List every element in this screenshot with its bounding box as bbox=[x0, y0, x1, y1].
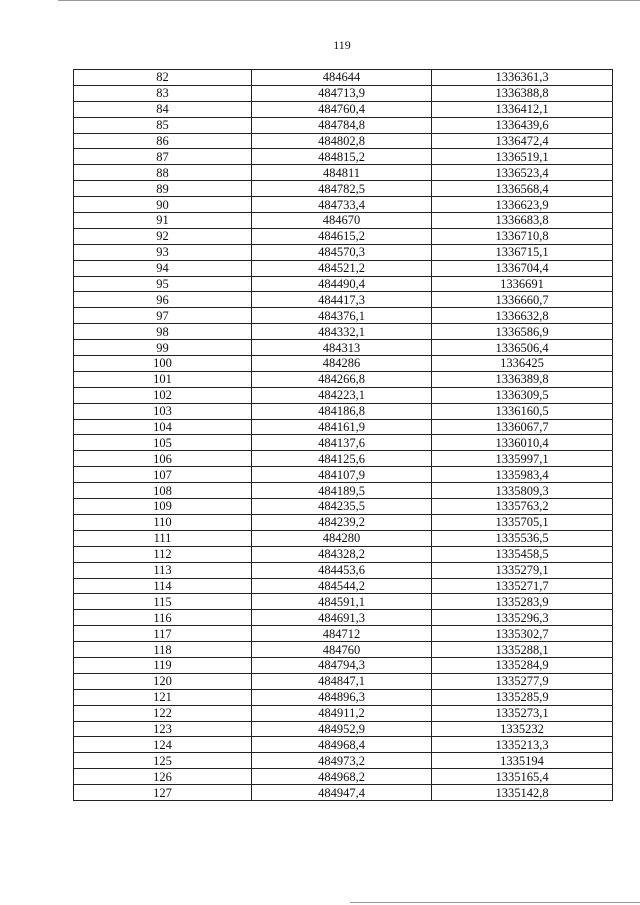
y-coordinate-cell: 1335194 bbox=[432, 753, 613, 769]
point-number-cell: 100 bbox=[74, 356, 252, 372]
table-row bbox=[74, 530, 613, 546]
y-coordinate-cell: 1335277,9 bbox=[432, 673, 613, 689]
point-number-cell: 84 bbox=[74, 101, 252, 117]
table-row bbox=[74, 260, 613, 276]
x-coordinate-cell: 484896,3 bbox=[252, 689, 432, 705]
coordinates-table bbox=[73, 69, 613, 801]
x-coordinate-cell: 484670 bbox=[252, 213, 432, 229]
y-coordinate-cell: 1336160,5 bbox=[432, 403, 613, 419]
y-coordinate-cell: 1335279,1 bbox=[432, 562, 613, 578]
point-number-cell: 113 bbox=[74, 562, 252, 578]
table-row bbox=[74, 292, 613, 308]
x-coordinate-cell: 484570,3 bbox=[252, 244, 432, 260]
table-row bbox=[74, 340, 613, 356]
table-row bbox=[74, 467, 613, 483]
y-coordinate-cell: 1335809,3 bbox=[432, 483, 613, 499]
x-coordinate-cell: 484847,1 bbox=[252, 673, 432, 689]
table-row bbox=[74, 689, 613, 705]
point-number-cell: 118 bbox=[74, 642, 252, 658]
x-coordinate-cell: 484235,5 bbox=[252, 499, 432, 515]
x-coordinate-cell: 484911,2 bbox=[252, 705, 432, 721]
y-coordinate-cell: 1336715,1 bbox=[432, 244, 613, 260]
point-number-cell: 103 bbox=[74, 403, 252, 419]
table-row bbox=[74, 117, 613, 133]
y-coordinate-cell: 1336412,1 bbox=[432, 101, 613, 117]
x-coordinate-cell: 484968,2 bbox=[252, 769, 432, 785]
point-number-cell: 116 bbox=[74, 610, 252, 626]
y-coordinate-cell: 1336519,1 bbox=[432, 149, 613, 165]
y-coordinate-cell: 1335213,3 bbox=[432, 737, 613, 753]
y-coordinate-cell: 1336506,4 bbox=[432, 340, 613, 356]
x-coordinate-cell: 484266,8 bbox=[252, 371, 432, 387]
table-row bbox=[74, 562, 613, 578]
y-coordinate-cell: 1336660,7 bbox=[432, 292, 613, 308]
x-coordinate-cell: 484794,3 bbox=[252, 657, 432, 673]
table-row bbox=[74, 228, 613, 244]
table-row bbox=[74, 785, 613, 801]
table-row bbox=[74, 705, 613, 721]
table-row bbox=[74, 197, 613, 213]
y-coordinate-cell: 1336067,7 bbox=[432, 419, 613, 435]
x-coordinate-cell: 484973,2 bbox=[252, 753, 432, 769]
point-number-cell: 112 bbox=[74, 546, 252, 562]
point-number-cell: 94 bbox=[74, 260, 252, 276]
point-number-cell: 99 bbox=[74, 340, 252, 356]
point-number-cell: 110 bbox=[74, 514, 252, 530]
x-coordinate-cell: 484417,3 bbox=[252, 292, 432, 308]
point-number-cell: 119 bbox=[74, 657, 252, 673]
y-coordinate-cell: 1335232 bbox=[432, 721, 613, 737]
x-coordinate-cell: 484947,4 bbox=[252, 785, 432, 801]
x-coordinate-cell: 484760 bbox=[252, 642, 432, 658]
y-coordinate-cell: 1336568,4 bbox=[432, 181, 613, 197]
table-row bbox=[74, 85, 613, 101]
table-row bbox=[74, 657, 613, 673]
table-row bbox=[74, 149, 613, 165]
y-coordinate-cell: 1335165,4 bbox=[432, 769, 613, 785]
table-row bbox=[74, 594, 613, 610]
y-coordinate-cell: 1335983,4 bbox=[432, 467, 613, 483]
y-coordinate-cell: 1335283,9 bbox=[432, 594, 613, 610]
point-number-cell: 85 bbox=[74, 117, 252, 133]
page-number: 119 bbox=[333, 38, 351, 52]
table-row bbox=[74, 546, 613, 562]
y-coordinate-cell: 1336704,4 bbox=[432, 260, 613, 276]
x-coordinate-cell: 484784,8 bbox=[252, 117, 432, 133]
x-coordinate-cell: 484313 bbox=[252, 340, 432, 356]
y-coordinate-cell: 1336691 bbox=[432, 276, 613, 292]
table-row bbox=[74, 578, 613, 594]
table-row bbox=[74, 133, 613, 149]
x-coordinate-cell: 484239,2 bbox=[252, 514, 432, 530]
x-coordinate-cell: 484615,2 bbox=[252, 228, 432, 244]
point-number-cell: 124 bbox=[74, 737, 252, 753]
y-coordinate-cell: 1336632,8 bbox=[432, 308, 613, 324]
x-coordinate-cell: 484733,4 bbox=[252, 197, 432, 213]
x-coordinate-cell: 484815,2 bbox=[252, 149, 432, 165]
point-number-cell: 121 bbox=[74, 689, 252, 705]
x-coordinate-cell: 484286 bbox=[252, 356, 432, 372]
scan-bottom-edge-line bbox=[350, 902, 640, 903]
point-number-cell: 123 bbox=[74, 721, 252, 737]
table-row bbox=[74, 610, 613, 626]
coordinates-table-body bbox=[74, 70, 613, 801]
point-number-cell: 98 bbox=[74, 324, 252, 340]
table-row bbox=[74, 737, 613, 753]
y-coordinate-cell: 1336425 bbox=[432, 356, 613, 372]
point-number-cell: 108 bbox=[74, 483, 252, 499]
y-coordinate-cell: 1335997,1 bbox=[432, 451, 613, 467]
y-coordinate-cell: 1335705,1 bbox=[432, 514, 613, 530]
table-row bbox=[74, 626, 613, 642]
point-number-cell: 104 bbox=[74, 419, 252, 435]
x-coordinate-cell: 484453,6 bbox=[252, 562, 432, 578]
table-row bbox=[74, 769, 613, 785]
x-coordinate-cell: 484968,4 bbox=[252, 737, 432, 753]
point-number-cell: 120 bbox=[74, 673, 252, 689]
x-coordinate-cell: 484161,9 bbox=[252, 419, 432, 435]
point-number-cell: 82 bbox=[74, 70, 252, 86]
point-number-cell: 92 bbox=[74, 228, 252, 244]
point-number-cell: 111 bbox=[74, 530, 252, 546]
point-number-cell: 127 bbox=[74, 785, 252, 801]
x-coordinate-cell: 484280 bbox=[252, 530, 432, 546]
x-coordinate-cell: 484644 bbox=[252, 70, 432, 86]
point-number-cell: 102 bbox=[74, 387, 252, 403]
point-number-cell: 93 bbox=[74, 244, 252, 260]
y-coordinate-cell: 1335271,7 bbox=[432, 578, 613, 594]
x-coordinate-cell: 484591,1 bbox=[252, 594, 432, 610]
x-coordinate-cell: 484189,5 bbox=[252, 483, 432, 499]
point-number-cell: 89 bbox=[74, 181, 252, 197]
x-coordinate-cell: 484691,3 bbox=[252, 610, 432, 626]
point-number-cell: 96 bbox=[74, 292, 252, 308]
point-number-cell: 105 bbox=[74, 435, 252, 451]
table-row bbox=[74, 181, 613, 197]
y-coordinate-cell: 1336586,9 bbox=[432, 324, 613, 340]
point-number-cell: 126 bbox=[74, 769, 252, 785]
y-coordinate-cell: 1335302,7 bbox=[432, 626, 613, 642]
point-number-cell: 109 bbox=[74, 499, 252, 515]
point-number-cell: 115 bbox=[74, 594, 252, 610]
table-row bbox=[74, 483, 613, 499]
table-row bbox=[74, 244, 613, 260]
x-coordinate-cell: 484490,4 bbox=[252, 276, 432, 292]
x-coordinate-cell: 484125,6 bbox=[252, 451, 432, 467]
table-row bbox=[74, 387, 613, 403]
point-number-cell: 122 bbox=[74, 705, 252, 721]
y-coordinate-cell: 1336523,4 bbox=[432, 165, 613, 181]
x-coordinate-cell: 484811 bbox=[252, 165, 432, 181]
point-number-cell: 107 bbox=[74, 467, 252, 483]
y-coordinate-cell: 1336683,8 bbox=[432, 213, 613, 229]
y-coordinate-cell: 1335763,2 bbox=[432, 499, 613, 515]
table-row bbox=[74, 451, 613, 467]
table-row bbox=[74, 514, 613, 530]
y-coordinate-cell: 1336010,4 bbox=[432, 435, 613, 451]
point-number-cell: 91 bbox=[74, 213, 252, 229]
y-coordinate-cell: 1335142,8 bbox=[432, 785, 613, 801]
table-row bbox=[74, 356, 613, 372]
x-coordinate-cell: 484186,8 bbox=[252, 403, 432, 419]
x-coordinate-cell: 484521,2 bbox=[252, 260, 432, 276]
scan-top-edge-line bbox=[58, 0, 640, 1]
table-row bbox=[74, 276, 613, 292]
x-coordinate-cell: 484760,4 bbox=[252, 101, 432, 117]
y-coordinate-cell: 1336623,9 bbox=[432, 197, 613, 213]
x-coordinate-cell: 484712 bbox=[252, 626, 432, 642]
point-number-cell: 95 bbox=[74, 276, 252, 292]
y-coordinate-cell: 1336361,3 bbox=[432, 70, 613, 86]
x-coordinate-cell: 484376,1 bbox=[252, 308, 432, 324]
y-coordinate-cell: 1335458,5 bbox=[432, 546, 613, 562]
y-coordinate-cell: 1336472,4 bbox=[432, 133, 613, 149]
x-coordinate-cell: 484782,5 bbox=[252, 181, 432, 197]
x-coordinate-cell: 484802,8 bbox=[252, 133, 432, 149]
table-row bbox=[74, 435, 613, 451]
point-number-cell: 88 bbox=[74, 165, 252, 181]
point-number-cell: 90 bbox=[74, 197, 252, 213]
table-row bbox=[74, 371, 613, 387]
x-coordinate-cell: 484137,6 bbox=[252, 435, 432, 451]
y-coordinate-cell: 1336388,8 bbox=[432, 85, 613, 101]
y-coordinate-cell: 1336309,5 bbox=[432, 387, 613, 403]
point-number-cell: 106 bbox=[74, 451, 252, 467]
y-coordinate-cell: 1336389,8 bbox=[432, 371, 613, 387]
x-coordinate-cell: 484328,2 bbox=[252, 546, 432, 562]
y-coordinate-cell: 1335273,1 bbox=[432, 705, 613, 721]
table-row bbox=[74, 213, 613, 229]
table-row bbox=[74, 419, 613, 435]
table-row bbox=[74, 101, 613, 117]
x-coordinate-cell: 484332,1 bbox=[252, 324, 432, 340]
point-number-cell: 101 bbox=[74, 371, 252, 387]
x-coordinate-cell: 484107,9 bbox=[252, 467, 432, 483]
y-coordinate-cell: 1336439,6 bbox=[432, 117, 613, 133]
table-row bbox=[74, 642, 613, 658]
point-number-cell: 125 bbox=[74, 753, 252, 769]
y-coordinate-cell: 1335536,5 bbox=[432, 530, 613, 546]
x-coordinate-cell: 484223,1 bbox=[252, 387, 432, 403]
table-row bbox=[74, 308, 613, 324]
table-row bbox=[74, 499, 613, 515]
y-coordinate-cell: 1335296,3 bbox=[432, 610, 613, 626]
x-coordinate-cell: 484952,9 bbox=[252, 721, 432, 737]
point-number-cell: 114 bbox=[74, 578, 252, 594]
x-coordinate-cell: 484713,9 bbox=[252, 85, 432, 101]
point-number-cell: 97 bbox=[74, 308, 252, 324]
table-row bbox=[74, 324, 613, 340]
y-coordinate-cell: 1336710,8 bbox=[432, 228, 613, 244]
table-row bbox=[74, 673, 613, 689]
point-number-cell: 83 bbox=[74, 85, 252, 101]
point-number-cell: 86 bbox=[74, 133, 252, 149]
y-coordinate-cell: 1335284,9 bbox=[432, 657, 613, 673]
table-row bbox=[74, 70, 613, 86]
table-row bbox=[74, 165, 613, 181]
table-row bbox=[74, 753, 613, 769]
table-row bbox=[74, 721, 613, 737]
y-coordinate-cell: 1335285,9 bbox=[432, 689, 613, 705]
table-row bbox=[74, 403, 613, 419]
point-number-cell: 87 bbox=[74, 149, 252, 165]
point-number-cell: 117 bbox=[74, 626, 252, 642]
y-coordinate-cell: 1335288,1 bbox=[432, 642, 613, 658]
x-coordinate-cell: 484544,2 bbox=[252, 578, 432, 594]
